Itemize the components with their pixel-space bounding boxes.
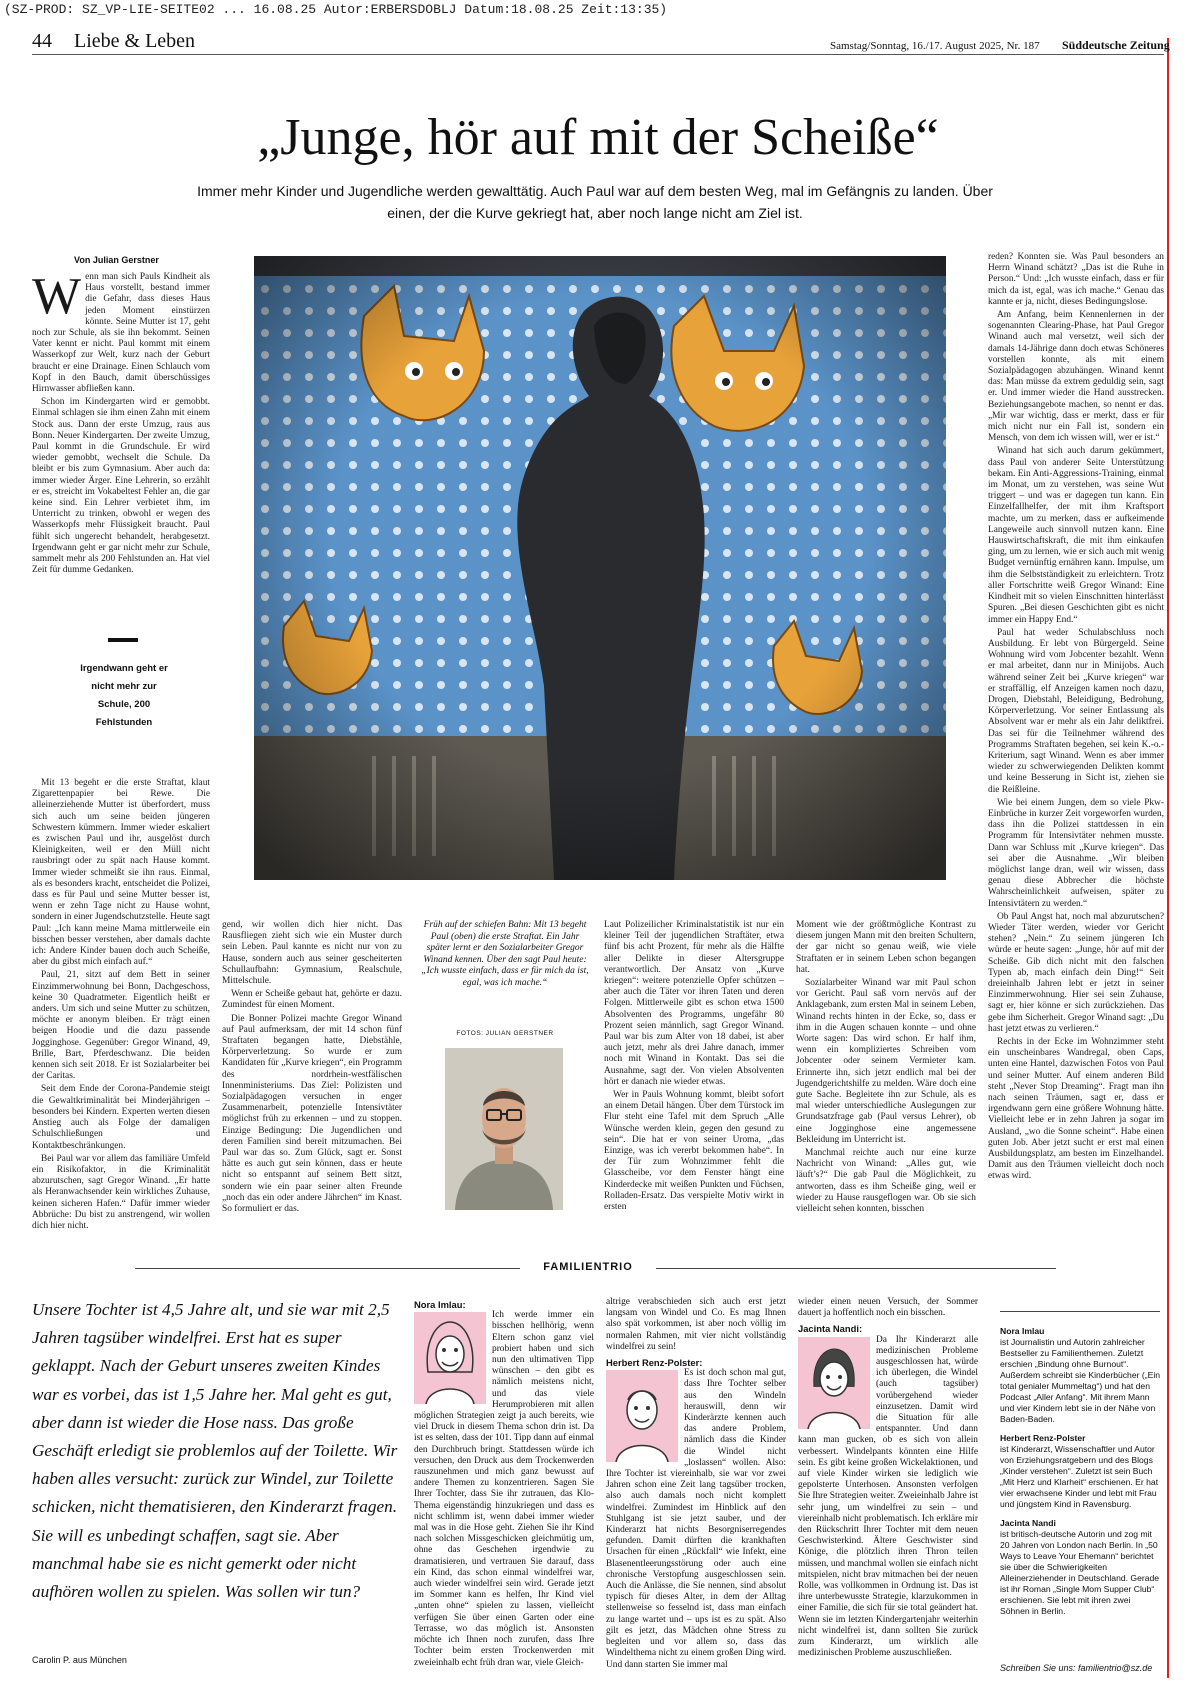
paragraph: reden? Konnten sie. Was Paul besonders an Herrn Winand schätzt? „Das ist die Ruhe in Person.“ Und: „Ich wusste einfach, dass er für mich da ist, egal, was ich mache.“ Genau das kannte er ja, nicht, dieses Bedingungslose. xyxy=(988,252,1164,307)
paragraph: gend, wir wollen dich hier nicht. Das Rausfliegen zieht sich wie ein Muster durch sein Leben. Paul kannte es nicht nur von zu Hause, sondern auch aus seiner gescheiterten Schullaufbahn: Gymnasium, Realschule, Mittelschule. xyxy=(222,920,402,987)
paragraph: Schon im Kindergarten wird er gemobbt. Einmal schlagen sie ihm einen Zahn mit einem Stock aus. Dann der erste Umzug, raus aus Bonn. Neuer Kindergarten. Der zweite Umzug, Paul kommt in die Grundschule. Er wird wieder gemobbt, wechselt die Schule. Da bleibt er bis zum Gymnasium. Aber auch da: immer wieder Ärger. Eine Lehrerin, so erzählt er es, streicht im Vokabeltest Fehler an, die gar keine sind. Ein Lehrer verbietet ihm, im Unterricht zu trinken, obwohl er wegen des Wasserkopfs mehr Flüssigkeit braucht. Paul fühlt sich ungerecht behandelt, herabgesetzt. Irgendwann geht er gar nicht mehr zur Schule, sammelt mehr als 200 Fehlstunden an. Hat viel Zeit für dumme Gedanken. xyxy=(32,397,210,576)
answer-text: wieder einen neuen Versuch, der Sommer dauert ja hoffentlich noch ein bisschen. xyxy=(798,1297,978,1319)
paragraph: Rechts in der Ecke im Wohnzimmer steht ein unscheinbares Wandregal, oben Caps, unten eine Hantel, dazwischen Fotos von Paul und seiner Mutter. Auf einem anderen Bild steht „Never Stop Dreaming“. Fragt man ihn nach seinen Träumen, sagt er, dass er irgendwann gern eine größere Wohnung hätte. Vielleicht lebe er in zehn Jahren ja sogar im Ausland, „wo die Sonne scheint“. Habe einen guten Job. Aber jetzt sucht er erst mal einen Ausbildungsplatz, am besten im Einzelhandel. Damit aus den Träumen vielleicht doch noch etwas wird. xyxy=(988,1037,1164,1182)
column-5 xyxy=(796,920,976,1214)
paragraph xyxy=(32,268,210,395)
paper-logo: Süddeutsche Zeitung xyxy=(1062,38,1170,52)
answer-text: Es ist doch schon mal gut, dass Ihre Tochter selber aus den Windeln herauswill, denn wir Kinderärzte kennen auch das andere Problem, nämlich dass die Kinder die Windel nicht „loslassen“ wollen. Also: Ihre Tochter ist viereinhalb, sie war vor zwei Jahren schon eine Zeit lang tagsüber trocken, also auch damals noch nicht komplett windelfrei. Zumindest im Hinblick auf den Stuhlgang ist sie jetzt sauber, und der Kinderarzt hat nichts Besorgniserregendes gefunden. Damit dürften die krankhaften Ursachen für einen „Rückfall“ wie Infekt, eine Blasenentleerungsstörung oder auch eine chronische Verstopfung ausgeschlossen sein. Auch die Anlässe, die Sie nennen, sind absolut typisch für dieses Alter, in dem der Alltag stellenweise so fesselnd ist, dass man einfach zu lange wartet und – ups ist es zu spät. Also gilt es jetzt, das Mädchen ohne Stress zu begleiten und vor allem so, dass das Windelthema nicht zu einem großen Ding wird. Und dann starten Sie immer mal xyxy=(606,1368,786,1670)
column-4 xyxy=(604,920,784,1214)
paragraph: Wer in Pauls Wohnung kommt, bleibt sofort an einem Detail hängen. Über dem Türstock im Flur steht eine Tafel mit dem Spruch „Alle Wünsche werden klein, gegen den gesund zu sein“. Die hat er von seiner Uroma, „das Einzige, was ich vererbt bekommen habe“. In der Tür zum Wohnzimmer fehlt die Glasscheibe, vor dem Fenster hängt eine Kinderdecke mit weißen Punkten und Füchsen, Rolladen-Ersatz. Das verspielte Motiv wirkt in ersten xyxy=(604,1090,784,1213)
paragraph: Wie bei einem Jungen, dem so viele Pkw-Einbrüche in kurzer Zeit vorgeworfen wurden, dass ihn die Polizei stattdessen in ein Programm für Intensivtäter nehmen musste. Dann war Schluss mit „Kurve kriegen“. Das sei aber die Ausnahme. „Wir bleiben möglichst lange dran, weil wir wissen, dass genau diese Abbrecher die höchste Wahrscheinlichkeit aufweisen, später zu Intensivtätern zu werden.“ xyxy=(988,797,1164,909)
pullquote-bar xyxy=(108,638,138,642)
paragraph: Laut Polizeilicher Kriminalstatistik ist nur ein kleiner Teil der jugendlichen Straftäter, etwa fünf bis acht Prozent, für mehr als die Hälfte aller Delikte in dieser Altersgruppe verantwortlich. Der Ansatz von „Kurve kriegen“: weitere potenzielle Opfer schützen – aber auch die Täter vor ihren Taten und deren Folgen. Mittlerweile gibt es schon etwa 1500 Absolventen des Programms, ungefähr 80 Prozent seien männlich, sagt Gregor Winand. Paul war bis zum Alter von 18 dabei, ist aber auch jetzt, mehr als drei Jahre danach, immer noch mit Winand in Kontakt. Das sei die Ausnahme, sagt der. Von vielen Absolventen hört er danach nie wieder etwas. xyxy=(604,920,784,1087)
answer-author: Herbert Renz-Polster: xyxy=(606,1357,703,1369)
pullquote: Irgendwann geht er nicht mehr zur Schule, 200 Fehlstunden xyxy=(80,663,168,728)
contact-email[interactable]: Schreiben Sie uns: familientrio@sz.de xyxy=(1000,1663,1153,1673)
paragraph: Die Bonner Polizei machte Gregor Winand auf Paul aufmerksam, der mit 14 schon fünf Straftaten begangen hatte, Diebstähle, Körperverletzung. So wurde er zum Kandidaten für „Kurve kriegen“, ein Programm des nordrhein-westfälischen Innenministeriums. Das Ziel: Polizisten und Sozialpädagogen versuchen in enger Zusammenarbeit, potenzielle Intensivtäter möglichst früh zu erkennen – und zu stoppen. Einzige Bedingung: Die Jugendlichen und deren Familien sind bereit mitzumachen. Bei Paul war das so. Zum Glück, sagt er. Sonst hätte es auch gut sein können, dass er heute nicht so entspannt auf seinem Bett sitzt, sondern wie ein paar seiner alten Freunde „noch das ein oder andere Jährchen“ im Knast. So formuliert er das. xyxy=(222,1013,402,1215)
answer-column-2 xyxy=(606,1297,786,1672)
bios-rule xyxy=(1000,1311,1160,1312)
bio-text: ist Journalistin und Autorin zahlreicher Bestseller zu Familienthemen. Zuletzt erschien „Bindung ohne Burnout“. Außerdem schreibt sie Kinderbücher („Ein total genialer Mummeltag“) und hat den Podcast „Aller Anfang“. Mit ihrem Mann und vier Kindern lebt sie in der Nähe von Baden-Baden. xyxy=(1000,1337,1161,1424)
dateline: Samstag/Sonntag, 16./17. August 2025, Nr. 187 xyxy=(830,40,1040,52)
photo-hooded-young-man xyxy=(254,256,946,880)
bio-text: ist Kinderarzt, Wissenschaftler und Autor von Erziehungsratgebern und des Blogs „Kinder verstehen“. Zuletzt ist sein Buch „Mit Herz und Klarheit“ erschienen. Er hat vier erwachsene Kinder und lebt mit Frau und jüngstem Kind in Ravensburg. xyxy=(1000,1444,1159,1509)
paragraph: Winand hat sich auch darum gekümmert, dass Paul von anderer Seite Unterstützung bekam. Ein Anti-Aggressions-Training, einmal im Monat, um zu verstehen, was seine Wut triggert – und was er dagegen tun kann. Ein Einzelfallhelfer, der mit ihm Kraftsport machte, um zu merken, dass er aufkeimende Langeweile auch sinnvoll nutzen kann. Eine Hauswirtschaftskraft, die mit ihm einkaufen ging, um zu lernen, wie er sich auch mit wenig Budget vernünftig ernähren kann. Impulse, um ihm die Selbstständigkeit zu erleichtern. Trotz aller Fortschritte weiß Gregor Winand: Eine Kindheit mit so vielen Einschnitten hinterlässt Spuren. „Bei diesen Geschichten gibt es nicht immer ein Happy End.“ xyxy=(988,446,1164,625)
paragraph: Manchmal reichte auch nur eine kurze Nachricht von Winand: „Alles gut, wie läuft’s?“ Die gab Paul die Möglichkeit, zu antworten, dass es ihm Scheiße ging, weil er wieder zu Hause rausgeflogen war. Ob sie sich vielleicht sehen konnten, bisschen xyxy=(796,1148,976,1215)
deck: Immer mehr Kinder und Jugendliche werden gewalttätig. Auch Paul war auf dem besten Weg, mal im Gefängnis zu landen. Über einen, der die Kurve gekriegt hat, aber noch lange nicht am Ziel ist. xyxy=(197,183,993,221)
page-number: 44 xyxy=(32,30,52,52)
paragraph: Moment wie der größtmögliche Kontrast zu diesem jungen Mann mit den breiten Schultern, der gar nicht so genau weiß, wie viele Straftaten er in seinem Leben schon begangen hat. xyxy=(796,920,976,975)
answer-column-3 xyxy=(798,1297,978,1672)
paragraph-text: enn man sich Pauls Kindheit als Haus vorstellt, bestand immer die Gefahr, dass dieses Haus jeden Moment einstürzen könnte. Seine Mutter ist 17, geht noch zur Schule, als sie ihn bekommt. Seinen Vater kennt er nicht. Paul kommt mit einem Wasserkopf zur Welt, kurz nach der Geburt braucht er eine Drainage. Einen Schlauch vom Kopf in den Bauch, damit überschüssiges Hirnwasser abfließen kann. xyxy=(32,272,210,395)
paragraph: Paul hat weder Schulabschluss noch Ausbildung. Er lebt von Bürgergeld. Seine Wohnung wird vom Jobcenter bezahlt. Wenn er mal arbeitet, dann nur in Minijobs. Auch während seiner Zeit bei „Kurve kriegen“ war er straffällig, elf Anzeigen kamen noch dazu, Drogen, Diebstahl, Beleidigung, Bedrohung, Körperverletzung. Vor seiner Entlassung als Absolvent war er mehr als ein Jahr deliktfrei. Das sei für die Teilnehmer während des Programms Straftaten begehen, sei kein K.-o.-Kriterium, sagt Winand. Wenn es aber immer wieder zu schwerwiegenden Delikten kommt und keine Besserung in Sicht ist, ziehen sie die Reißleine. xyxy=(988,627,1164,795)
sketch-drawing xyxy=(414,1312,486,1404)
author-bios xyxy=(1000,1318,1160,1617)
header-rule xyxy=(32,54,1164,55)
column-1-bottom xyxy=(32,778,210,1231)
paragraph: Bei Paul war vor allem das familiäre Umfeld ein Risikofaktor, in die Kriminalität abzurutschen, sagt Gregor Winand. „Er hatte als Heranwachsender kein wirkliches Zuhause, keinen sicheren Hafen.“ Dafür immer wieder Abbrüche: Du bist zu anstrengend, wir wollen dich hier nicht. xyxy=(32,1153,210,1231)
answer-text: Ich werde immer ein bisschen hellhörig, wenn Eltern schon ganz viel probiert haben und sich nun den ultimativen Tipp wünschen – den gibt es nämlich meistens nicht, und das viele Herumprobieren mit allen möglichen Strategien zeigt ja auch bereits, wie viel Druck in diesem Thema schon drin ist. Da ist es selten, dass der 101. Tipp dann auf einmal den Durchbruch bringt. Stattdessen würde ich versuchen, den Druck aus dem Trockenwerden rauszunehmen und mich ganz bewusst auf andere Themen zu konzentrieren. Sagen Sie Ihrer Tochter, dass Sie ihr zutrauen, das Klo-Thema eigenständig hinzukriegen und dass es nicht schlimm ist, wenn dabei immer wieder mal was in die Hose geht. Ziehen Sie ihr Kind nach solchen Missgeschicken gleichmütig um, ohne das Geschehen irgendwie zu dramatisieren, und vertrauen Sie darauf, dass ein Kind, das schon einmal windelfrei war, auch wieder windelfrei sein wird. Gerade jetzt im Sommer kann es helfen, Ihr Kind viel „unten ohne“ spielen zu lassen, vielleicht verfügen Sie über einen Garten oder eine Terrasse, wo das möglich ist. Ansonsten möchte ich Ihnen noch zurufen, dass Ihre Tochter beim ersten Trockenwerden mit zweieinhalb echt früh dran war, viele Gleich- xyxy=(414,1310,594,1668)
photo-illustration xyxy=(254,256,946,880)
paragraph: Paul, 21, sitzt auf dem Bett in seiner Einzimmerwohnung bei Bonn, Dachgeschoss, keine 30 Quadratmeter. Eigentlich heißt er anders. Um sich und seine Mutter zu schützen, möchte er anonym bleiben. Er trägt einen beigen Hoodie und die dazu passende Jogginghose. Gegenüber: Gregor Winand, 49, Brille, Bart, Pferdeschwanz. Die beiden kennen sich seit 2018. Er ist Sozialarbeiter bei der Caritas. xyxy=(32,970,210,1082)
portrait-gregor-winand xyxy=(445,1048,563,1210)
bio-text: ist britisch-deutsche Autorin und zog mit 20 Jahren von London nach Berlin. In „50 Ways to Leave Your Ehemann“ berichtet sie über die Schwierigkeiten Alleinerziehender in Deutschland. Gerade ist ihr Roman „Single Mom Supper Club“ erschienen. Sie lebt mit ihren zwei Söhnen in Berlin. xyxy=(1000,1529,1160,1616)
column-1-top xyxy=(32,268,210,600)
drop-cap: W xyxy=(32,268,82,325)
photo-caption: Früh auf der schiefen Bahn: Mit 13 begeht Paul (oben) die erste Straftat. Ein Jahr später lernt er den Sozialarbeiter Gregor Winand kennen. Über den sagt Paul heute: „Ich wusste einfach, dass er für mich da ist, egal, was ich mache.“ xyxy=(421,920,589,988)
column-2 xyxy=(222,920,402,1214)
sketch-drawing xyxy=(798,1337,870,1429)
photo-credit: FOTOS: JULIAN GERSTNER xyxy=(456,1030,554,1037)
sketch-herbert-renz-polster xyxy=(606,1370,678,1462)
paragraph: Seit dem Ende der Corona-Pandemie steigt die Gewaltkriminalität bei Minderjährigen – besonders bei Kindern. Experten werten diesen Anstieg auch als Folge der damaligen Schulschließungen und Kontaktbeschränkungen. xyxy=(32,1084,210,1151)
paragraph: Am Anfang, beim Kennenlernen in der sogenannten Clearing-Phase, hat Paul Gregor Winand auch mal versetzt, weil sich der damals 14-Jährige dann doch etwas Schöneres vorstellen konnte, als mit einem Sozialpädagogen abzuhängen. Winand kennt das: Man müsse da extrem geduldig sein, sagt er. Und immer wieder die Hand ausstrecken. Beziehungsangebote machen, so nennt er das. „Mir war wichtig, dass er merkt, dass er für mich nicht nur ein Fall ist, sondern ein Mensch, von dem ich wissen will, wer er ist.“ xyxy=(988,310,1164,444)
byline: Von Julian Gerstner xyxy=(74,255,159,265)
paragraph: Ob Paul Angst hat, noch mal abzurutschen? Wieder Täter werden, wieder vor Gericht stehen? „Nein.“ Zu seinem jüngeren Ich würde er heute sagen: „Junge, hör auf mit der Scheiße. Gib dich nicht mit den falschen Typen ab, mach einfach dein Ding!“ Seit dreieinhalb Jahren lebt er jetzt in seiner Einzimmerwohnung. Hier sei sein Zuhause, sagt er, hier könne er sich zurückziehen. Das gebe ihm Sicherheit. Gregor Winand sagt: „Du hast jetzt etwas zu verlieren.“ xyxy=(988,911,1164,1034)
paragraph: Mit 13 begeht er die erste Straftat, klaut Zigarettenpapier bei Rewe. Die alleinerziehende Mutter ist überfordert, muss sich auch um seine beiden jüngeren Schwestern kümmern. Immer wieder eskaliert es zwischen Paul und ihr, ausgelöst durch Kleinigkeiten, weil er den Müll nicht rausbringt oder zu spät nach Hause kommt. Immer wieder schmeißt sie ihn raus. Einmal, als es besonders kracht, entscheidet die Polizei, dass es für Paul und seine Mutter besser ist, wenn er zehn Tage nicht zu Hause wohnt, sondern in einer Jugendschutzstelle. Heute sagt Paul: „Ich kann meine Mama mittlerweile ein bisschen besser verstehen, aber damals dachte ich: Andere Kinder bauen doch auch Scheiße, aber du gibst mich einfach auf.“ xyxy=(32,778,210,968)
bio-name: Herbert Renz-Polster xyxy=(1000,1433,1086,1443)
answer-column-1 xyxy=(414,1297,594,1672)
paragraph: Wenn er Scheiße gebaut hat, gehörte er dazu. Zumindest für einen Moment. xyxy=(222,989,402,1011)
answer-text: altrige verabschieden sich auch erst jetzt langsam von Windel und Co. Es mag Ihnen also spät vorkommen, ist aber noch völlig im normalen Rahmen, mit vier nicht vollständig windelfrei zu sein! xyxy=(606,1297,786,1352)
bio-name: Nora Imlau xyxy=(1000,1326,1045,1336)
production-slug: (SZ-PROD: SZ_VP-LIE-SEITE02 ... 16.08.25 Autor:ERBERSDOBLJ Datum:18.08.25 Zeit:13:35) xyxy=(4,2,668,17)
reader-question: Unsere Tochter ist 4,5 Jahre alt, und sie war mit 2,5 Jahren tagsüber windelfrei. Erst hat es super geklappt. Nach der Geburt unseres zweiten Kindes war es vorbei, das ist 1,5 Jahre her. Mal geht es gut, aber dann ist wieder die Hose nass. Das große Geschäft erledigt sie problemlos auf der Toilette. Wir haben alles versucht: zurück zur Windel, zur Toilette schicken, nicht thematisieren, den Kinderarzt fragen. Sie will es unbedingt schaffen, sagt sie. Aber manchmal habe sie es nicht gemerkt oder nicht aufhören wollen zu spielen. Was sollen wir tun? xyxy=(32,1300,398,1602)
question-signature: Carolin P. aus München xyxy=(32,1655,127,1665)
sketch-drawing xyxy=(606,1370,678,1462)
answer-author: Nora Imlau: xyxy=(414,1299,466,1310)
answer-author: Jacinta Nandi: xyxy=(798,1323,863,1335)
headline: „Junge, hör auf mit der Scheiße“ xyxy=(257,109,939,166)
familientrio-rule-right xyxy=(656,1268,1056,1269)
paragraph: Sozialarbeiter Winand war mit Paul schon vor Gericht. Paul saß vorn nervös auf der Anklagebank, zum ersten Mal in seinem Leben, Winand rechts hinten in der Ecke, so, dass er ihm in die Augen schauen konnte – und ohne Worte sagen: Das wird schon. Er half ihm, wenn ein kompliziertes Schreiben vom Jobcenter oder seinem Vermieter kam. Erinnerte ihn, sich jetzt endlich mal bei der Jugendgerichtshilfe zu melden. Wäre doch eine gute Sache. Begleitete ihn zur Schule, als es mal wieder unterschiedliche Auslegungen zur Grundsatzfrage gab (Paul versus Lehrer), ob eine Jogginghose eine angemessene Bekleidung im Unterricht ist. xyxy=(796,978,976,1145)
section-title: Liebe & Leben xyxy=(74,30,196,52)
answer-text: Da Ihr Kinderarzt alle medizinischen Probleme ausgeschlossen hat, würde ich überlegen, die Windel (auch tagsüber) vorübergehend wieder einzusetzen. Damit wird die Situation für alle entspannter. Und dann kann man gucken, ob es sich von allein verbessert. Windelpants könnten eine Hilfe sein. Es gibt keine großen Wickelaktionen, und auf viele Kinder wirken sie lediglich wie gepolsterte Unterhosen. Ansonsten verfolgen Sie Ihre Strategien weiter. Zweieinhalb Jahre ist sehr jung, um windelfrei zu sein – und viereinhalb nicht problematisch. Ich erkläre mir den Rückschritt Ihrer Tochter mit dem neuen Geschwisterkind. Ältere Geschwister sind Könige, die plötzlich ihren Thron teilen müssen, und manchmal wollen sie einfach nicht mitspielen, nicht brav mitmachen bei der neuen Rolle, was vollkommen in Ordnung ist. Das ist ihre unterbewusste Strategie, klarzukommen in einer Familie, die sich für sie total geändert hat. Wenn sie im letzten Kindergartenjahr weiterhin nicht windelfrei ist, dann sollten Sie zurück zum Kinderarzt, um wirklich alle medizinischen Probleme auszuschließen. xyxy=(798,1334,978,1659)
bio-name: Jacinta Nandi xyxy=(1000,1518,1056,1528)
column-6 xyxy=(988,252,1164,1214)
familientrio-label: FAMILIENTRIO xyxy=(543,1261,633,1273)
portrait-illustration xyxy=(445,1048,563,1210)
familientrio-rule-left xyxy=(135,1268,520,1269)
sketch-nora-imlau xyxy=(414,1312,486,1404)
red-margin-line xyxy=(1167,38,1169,1678)
sketch-jacinta-nandi xyxy=(798,1337,870,1429)
